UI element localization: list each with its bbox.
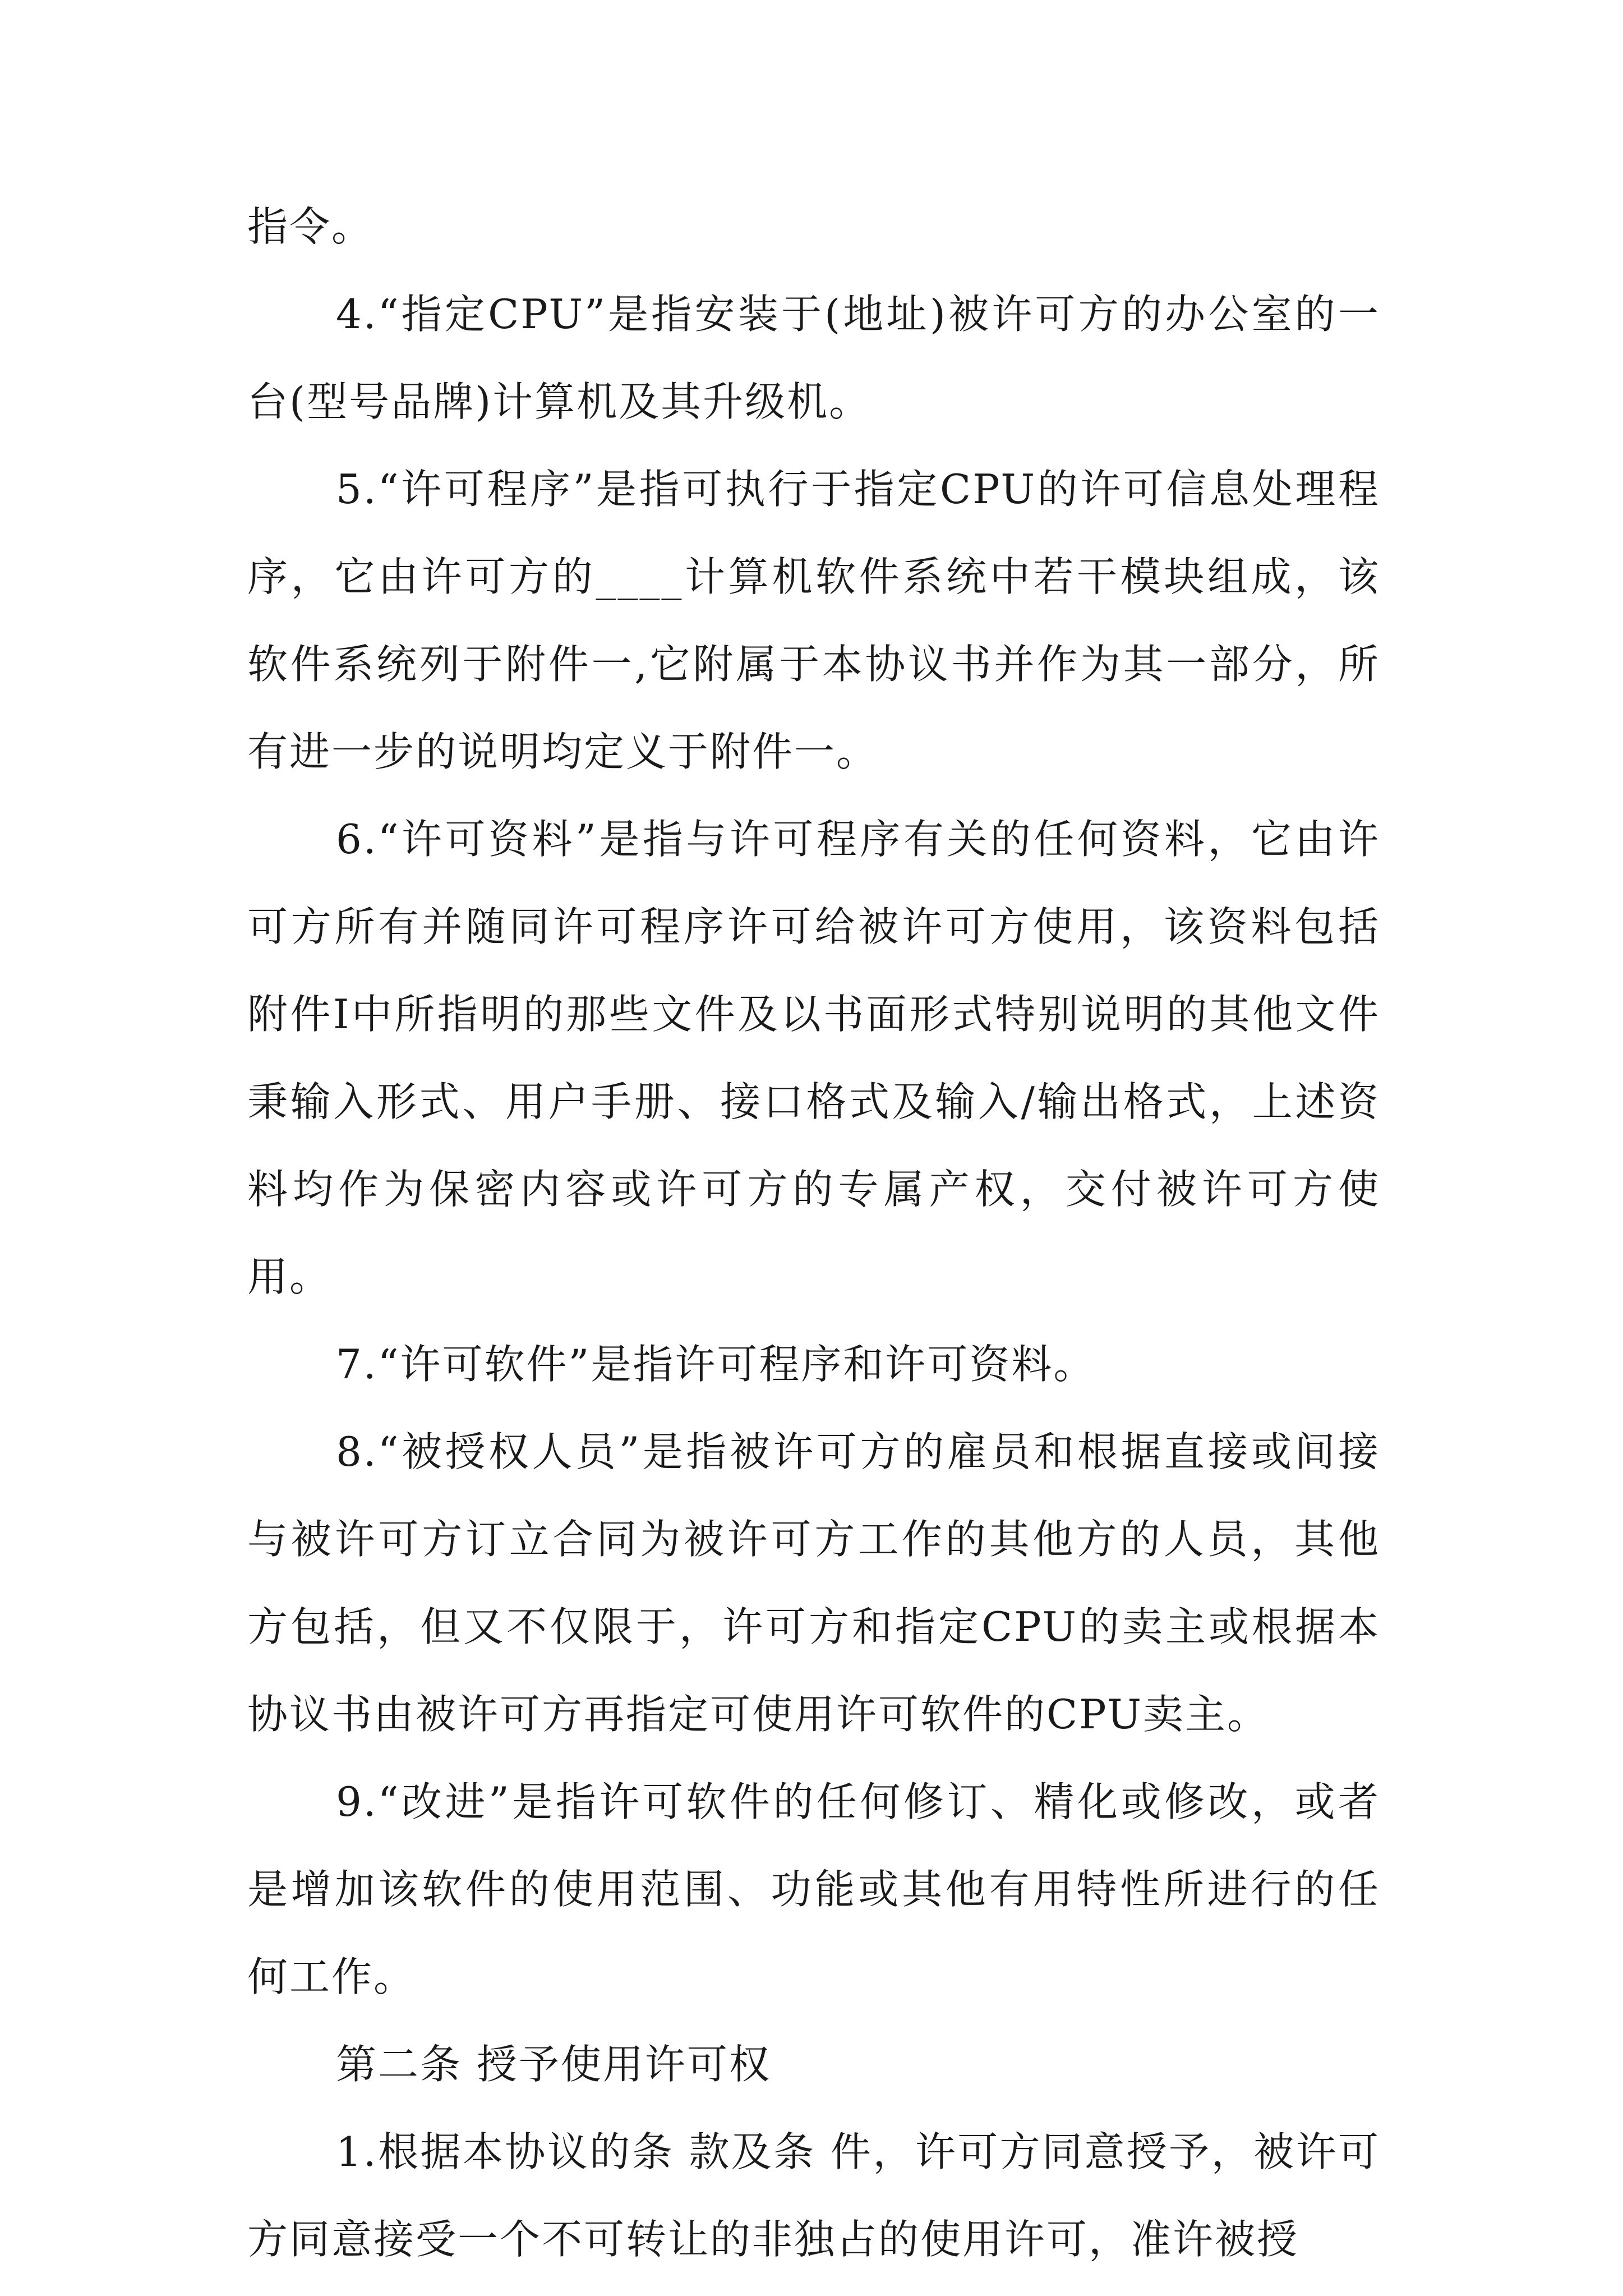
document-body: [247, 183, 1380, 2283]
paragraph-continuation: 指令。: [247, 203, 374, 250]
paragraph-item-5: 5.“许可程序”是指可执行于指定CPU的许可信息处理程序，它由许可方的____计算机软件系统中若干模块组成，该软件系统列于附件一,它附属于本协议书并作为其一部分，所有进一步的说明均定义于附件一。: [247, 466, 1380, 775]
paragraph-item-9: 9.“改进”是指许可软件的任何修订、精化或修改，或者是增加该软件的使用范围、功能或其他有用特性所进行的任何工作。: [247, 1778, 1380, 2000]
paragraph-item-4: 4.“指定CPU”是指安装于(地址)被许可方的办公室的一台(型号品牌)计算机及其升级机。: [247, 291, 1380, 425]
paragraph-grant-1: 1.根据本协议的条 款及条 件，许可方同意授予，被许可方同意接受一个不可转让的非独占的使用许可，准许被授: [247, 2128, 1380, 2263]
paragraph-item-7: 7.“许可软件”是指许可程序和许可资料。: [336, 1341, 1096, 1388]
paragraph-item-8: 8.“被授权人员”是指被许可方的雇员和根据直接或间接与被许可方订立合同为被许可方工作的其他方的人员，其他方包括，但又不仅限于，许可方和指定CPU的卖主或根据本协议书由被许可方再指定可使用许可软件的CPU卖主。: [247, 1428, 1380, 1738]
paragraph-item-6: 6.“许可资料”是指与许可程序有关的任何资料，它由许可方所有并随同许可程序许可给被许可方使用，该资料包括附件I中所指明的那些文件及以书面形式特别说明的其他文件秉输入形式、用户手册、接口格式及输入/输出格式，上述资料均作为保密内容或许可方的专属产权，交付被许可方使用。: [247, 816, 1380, 1300]
section-heading: 第二条 授予使用许可权: [336, 2041, 771, 2088]
